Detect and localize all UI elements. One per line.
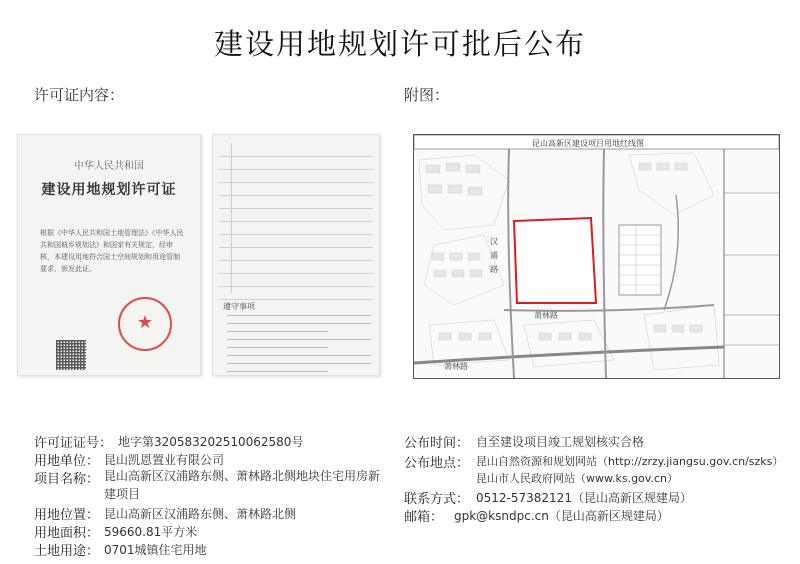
project-name-label: 项目名称： — [34, 472, 100, 487]
email-label: 邮箱： — [404, 510, 444, 525]
land-location-value: 昆山高新区汉浦路东侧、萧林路北侧 — [104, 507, 297, 521]
table-row — [219, 208, 373, 222]
certificate-page-1 — [17, 134, 201, 376]
publish-place-website[interactable]: 昆山自然资源和规划网站（http://zrzy.jiangsu.gov.cn/szks） — [476, 455, 784, 468]
notes-text — [227, 315, 371, 376]
publish-place-label: 公布地点： — [404, 456, 470, 471]
publish-time-label: 公布时间： — [404, 436, 470, 451]
table-row — [219, 273, 373, 287]
land-area-label: 用地面积： — [34, 526, 100, 541]
land-user-value: 昆山凯恩置业有限公司 — [104, 453, 225, 467]
land-use-label: 土地用途： — [34, 544, 100, 559]
certificate-country: 中华人民共和国 — [74, 161, 144, 172]
certificate-page-2 — [212, 134, 380, 376]
road-label-west: 汉浦路 — [490, 237, 498, 274]
table-row — [219, 143, 373, 157]
email-value[interactable]: gpk@ksndpc.cn（昆山高新区规建局） — [454, 509, 669, 523]
notes-title: 遵守事项 — [223, 302, 255, 311]
contact-value: 0512-57382121（昆山高新区规建局） — [476, 491, 692, 505]
attachment-label: 附图： — [404, 86, 450, 104]
table-row — [219, 169, 373, 183]
land-area-value: 59660.81平方米 — [104, 525, 198, 539]
publish-time-value: 自至建设项目竣工规划核实合格 — [476, 435, 645, 449]
land-location-label: 用地位置： — [34, 508, 100, 523]
table-row — [219, 247, 373, 261]
road-label-south: 萧林路 — [534, 311, 558, 320]
certificate-name: 建设用地规划许可证 — [41, 182, 177, 198]
permit-number-value: 地字第320583202510062580号 — [118, 435, 304, 449]
official-seal: ★ — [118, 297, 172, 351]
qr-code — [56, 340, 86, 370]
certificate-body: 根据《中华人民共和国土地管理法》《中华人民共和国城乡规划法》和国家有关规定，经审核，本建设用地符合国土空间规划和用途管制要求，颁发此证。 — [40, 229, 184, 273]
table-row — [219, 195, 373, 209]
publish-place-gov-website[interactable]: 昆山市人民政府网站（www.ks.gov.cn） — [476, 472, 678, 485]
land-user-label: 用地单位： — [34, 454, 100, 469]
table-row — [219, 221, 373, 235]
table-row — [219, 182, 373, 196]
table-row — [219, 286, 373, 300]
map-title: 昆山高新区建设项目用地红线图 — [532, 139, 644, 148]
table-row — [219, 156, 373, 170]
page-title: 建设用地规划许可批后公布 — [213, 27, 586, 61]
table-row — [219, 260, 373, 274]
permit-number-label: 许可证证号： — [34, 436, 113, 451]
table-row — [219, 234, 373, 248]
map-drawing — [414, 135, 779, 378]
road-label-bottom: 萧林路 — [444, 362, 468, 371]
permit-content-label: 许可证内容： — [34, 86, 125, 104]
land-use-value: 0701城镇住宅用地 — [104, 543, 207, 557]
contact-label: 联系方式： — [404, 492, 470, 507]
red-line-map — [413, 134, 780, 379]
project-name-value: 昆山高新区汉浦路东侧、萧林路北侧地块住宅用房新建项目 — [104, 469, 381, 501]
